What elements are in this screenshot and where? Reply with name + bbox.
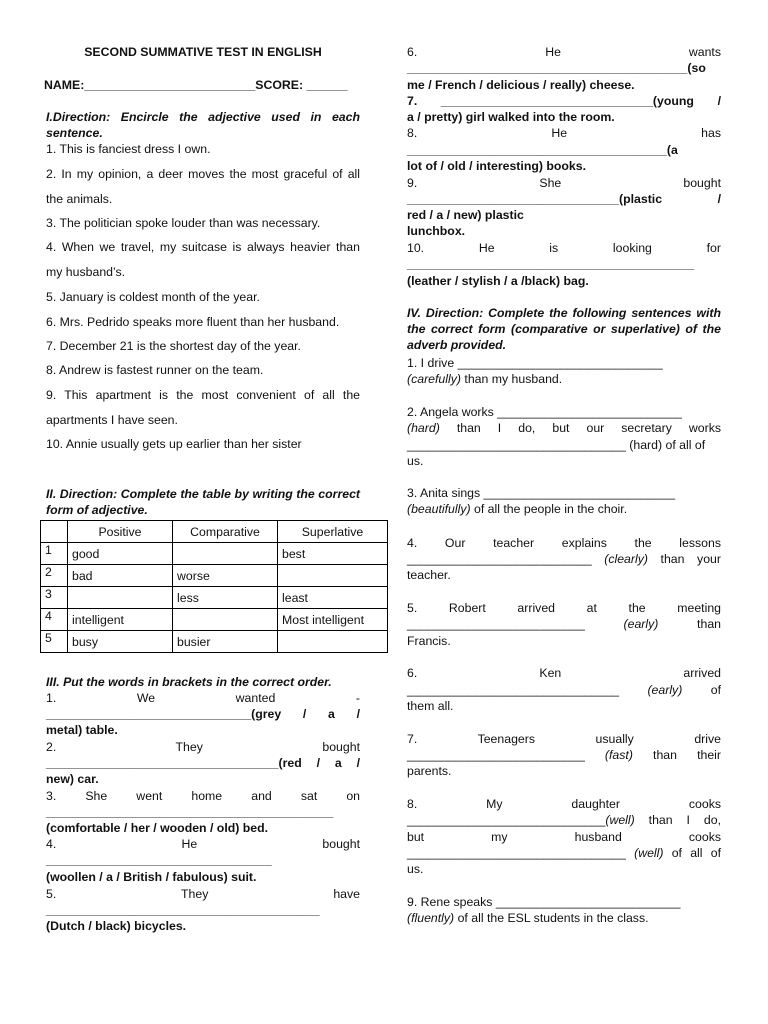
s3-item-2-line-3: new) car.	[46, 772, 99, 786]
s4-item-7-line-2: __________________________ (fast) than their	[407, 748, 721, 762]
name-score-line: NAME:_________________________SCORE: ______	[44, 78, 348, 92]
s3-item-3-line-3: (comfortable / her / wooden / old) bed.	[46, 821, 269, 835]
s4-item-4-line-3: teacher.	[407, 568, 451, 582]
table-row	[41, 565, 388, 587]
s3-item-4-line-1: 4. He bought	[46, 837, 360, 851]
s4-item-5-line-1: 5. Robert arrived at the meeting	[407, 601, 721, 615]
s4-item-2-line-1: 2. Angela works ___________________________	[407, 405, 682, 419]
s4-item-9-line-2: (fluently) of all the ESL students in the class.	[407, 911, 649, 925]
table-cell[interactable]	[68, 587, 173, 609]
s4-item-7-line-3: parents.	[407, 764, 452, 778]
s4-item-4-line-1: 4. Our teacher explains the lessons	[407, 536, 721, 550]
s3-item-2-line-1: 2. They bought	[46, 740, 360, 754]
s3-item-1-line-1: 1. We wanted -	[46, 691, 360, 705]
s4-item-6-line-3: them all.	[407, 699, 454, 713]
table-cell[interactable]	[173, 609, 278, 631]
table-header-row	[41, 521, 388, 543]
s3-item-5-line-2: ________________________________________	[46, 903, 320, 917]
s3-item-10-line-1: 10. He is looking for	[407, 241, 721, 255]
s4-item-9-line-1: 9. Rene speaks ___________________________	[407, 895, 681, 909]
table-cell: good	[68, 543, 173, 565]
s1-item-8: 8. Andrew is fastest runner on the team.	[46, 363, 264, 377]
table-cell: best	[278, 543, 388, 565]
s4-item-2-line-2: (hard) than I do, but our secretary works	[407, 421, 721, 435]
s3-item-8-line-2: ______________________________________(a	[407, 143, 678, 157]
s3-item-9-line-2: _______________________________(plastic /	[407, 192, 721, 206]
s4-item-8-line-4: ________________________________ (well) of all of	[407, 846, 721, 860]
s4-item-5-line-3: Francis.	[407, 634, 451, 648]
adjective-table	[40, 520, 388, 653]
table-cell: 4	[41, 609, 68, 631]
s3-item-1-line-3: metal) table.	[46, 723, 118, 737]
table-row	[41, 543, 388, 565]
table-cell: intelligent	[68, 609, 173, 631]
table-header-cell	[41, 521, 68, 543]
table-cell: 1	[41, 543, 68, 565]
table-cell: 5	[41, 631, 68, 653]
s4-item-3-line-2: (beautifully) of all the people in the choir.	[407, 502, 628, 516]
page-title: SECOND SUMMATIVE TEST IN ENGLISH	[84, 45, 322, 59]
s1-item-1: 1. This is fanciest dress I own.	[46, 142, 211, 156]
s1-item-3: 3. The politician spoke louder than was necessary.	[46, 216, 321, 230]
table-cell: busier	[173, 631, 278, 653]
table-cell: busy	[68, 631, 173, 653]
s3-item-9-line-4: lunchbox.	[407, 224, 466, 238]
section-3-direction: III. Put the words in brackets in the correct order.	[46, 675, 332, 689]
table-cell: worse	[173, 565, 278, 587]
table-cell[interactable]	[173, 543, 278, 565]
table-cell: Most intelligent	[278, 609, 388, 631]
s1-item-7: 7. December 21 is the shortest day of the year.	[46, 339, 301, 353]
s3-item-8-line-3: lot of / old / interesting) books.	[407, 159, 586, 173]
s1-item-2: 2. In my opinion, a deer moves the most graceful of all the animals.	[46, 167, 360, 206]
table-row	[41, 609, 388, 631]
s3-item-5-line-1: 5. They have	[46, 887, 360, 901]
s1-item-9: 9. This apartment is the most convenient of all the apartments I have seen.	[46, 388, 360, 427]
s3-item-4-line-2: _________________________________	[46, 853, 272, 867]
s3-item-1-line-2: ______________________________(grey / a /	[46, 707, 360, 721]
s3-item-2-line-2: __________________________________(red / a /	[46, 756, 360, 770]
s1-item-5: 5. January is coldest month of the year.	[46, 290, 260, 304]
s4-item-1-line-2: (carefully) than my husband.	[407, 372, 563, 386]
s4-item-8-line-2: _____________________________(well) than I do,	[407, 813, 721, 827]
s3-item-10-line-3: (leather / stylish / a /black) bag.	[407, 274, 589, 288]
s4-item-2-line-4: us.	[407, 454, 424, 468]
s3-item-9-line-3: red / a / new) plastic	[407, 208, 524, 222]
section-1-direction: I.Direction: Encircle the adjective used in each sentence.	[46, 110, 360, 140]
s4-item-3-line-1: 3. Anita sings ____________________________	[407, 486, 676, 500]
table-row	[41, 631, 388, 653]
s4-item-6-line-2: _______________________________ (early) of	[407, 683, 721, 697]
s3-item-10-line-2: __________________________________________	[407, 257, 695, 271]
section-4-direction: IV. Direction: Complete the following sentences with the correct form (comparative or superlative) of the adverb provided.	[407, 306, 721, 352]
s3-item-6-line-2: _________________________________________(so	[407, 61, 706, 75]
table-header-cell: Superlative	[278, 521, 388, 543]
section-2-direction: II. Direction: Complete the table by writing the correct form of adjective.	[46, 487, 360, 517]
s4-item-7-line-1: 7. Teenagers usually drive	[407, 732, 721, 746]
s1-item-10: 10. Annie usually gets up earlier than her sister	[46, 437, 302, 451]
table-cell[interactable]	[278, 565, 388, 587]
s3-item-5-line-3: (Dutch / black) bicycles.	[46, 919, 187, 933]
s4-item-5-line-2: __________________________ (early) than	[407, 617, 721, 631]
table-cell: 2	[41, 565, 68, 587]
s1-item-4: 4. When we travel, my suitcase is always heavier than my husband’s.	[46, 240, 360, 279]
s3-item-6-line-3: me / French / delicious / really) cheese.	[407, 78, 635, 92]
s3-item-3-line-1: 3. She went home and sat on	[46, 789, 360, 803]
s3-item-6-line-1: 6. He wants	[407, 45, 721, 59]
s4-item-8-line-5: us.	[407, 862, 424, 876]
table-header-cell: Comparative	[173, 521, 278, 543]
s4-item-8-line-1: 8. My daughter cooks	[407, 797, 721, 811]
s3-item-7-line-2: a / pretty) girl walked into the room.	[407, 110, 615, 124]
s4-item-8-line-3: but my husband cooks	[407, 830, 721, 844]
table-cell: 3	[41, 587, 68, 609]
table-cell: bad	[68, 565, 173, 587]
s4-item-4-line-2: ___________________________ (clearly) than your	[407, 552, 721, 566]
table-row	[41, 587, 388, 609]
s3-item-3-line-2: __________________________________________	[46, 805, 334, 819]
s3-item-8-line-1: 8. He has	[407, 126, 721, 140]
s3-item-7-line-1: 7. _______________________________(young /	[407, 94, 721, 108]
table-cell[interactable]	[278, 631, 388, 653]
s4-item-6-line-1: 6. Ken arrived	[407, 666, 721, 680]
table-cell: less	[173, 587, 278, 609]
table-cell: least	[278, 587, 388, 609]
s4-item-1-line-1: 1. I drive ______________________________	[407, 356, 663, 370]
s1-item-6: 6. Mrs. Pedrido speaks more fluent than her husband.	[46, 315, 340, 329]
s4-item-2-line-3: ________________________________ (hard) of all of	[407, 438, 706, 452]
table-header-cell: Positive	[68, 521, 173, 543]
s3-item-4-line-3: (woollen / a / British / fabulous) suit.	[46, 870, 257, 884]
s3-item-9-line-1: 9. She bought	[407, 176, 721, 190]
